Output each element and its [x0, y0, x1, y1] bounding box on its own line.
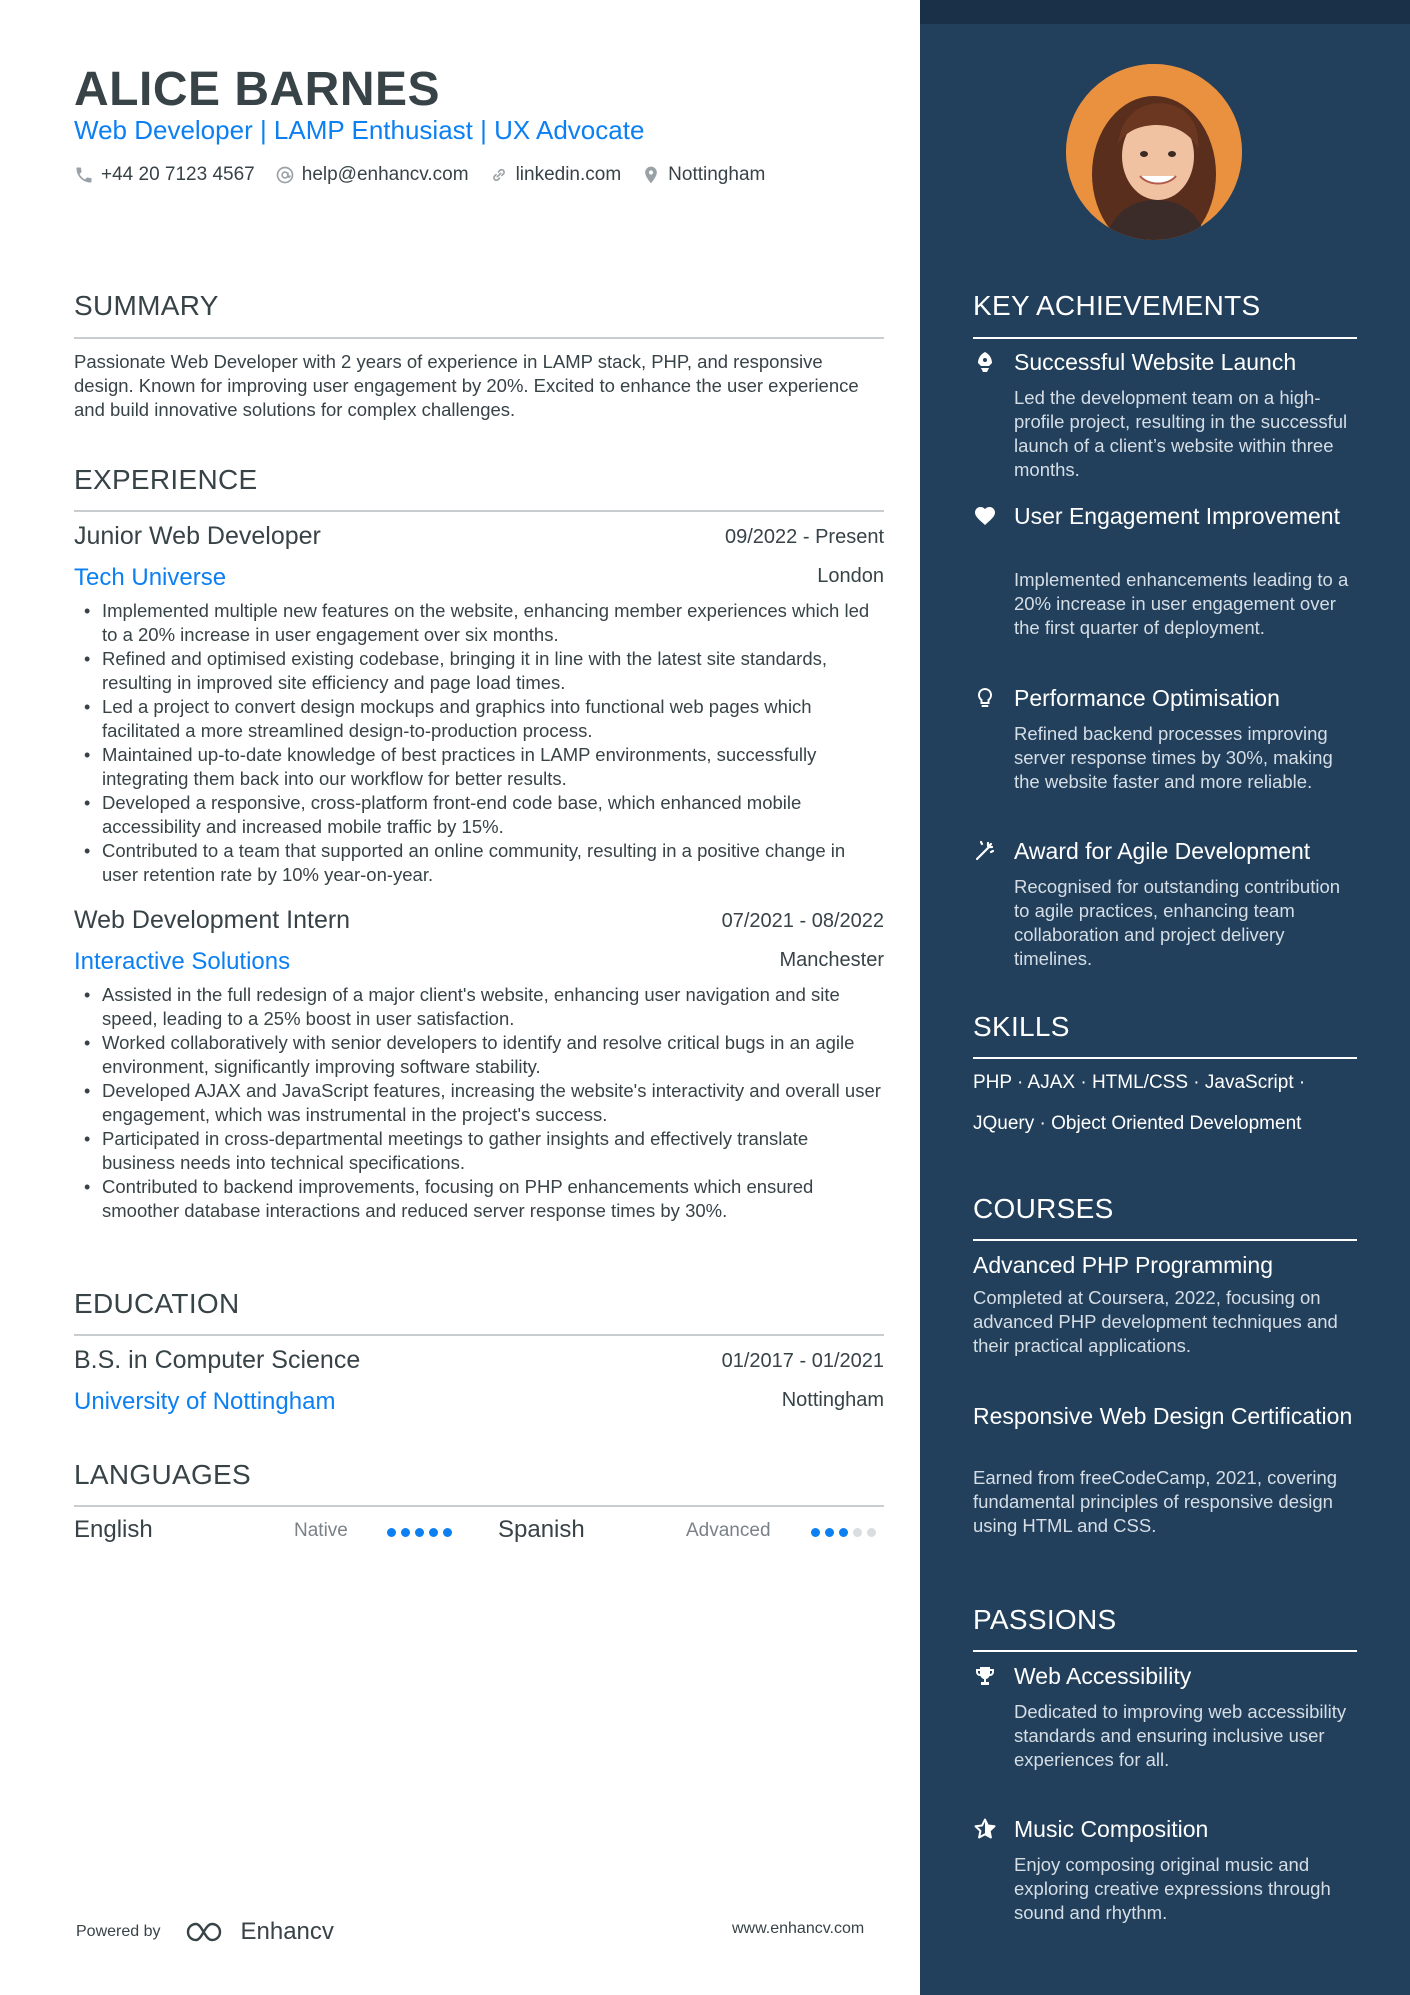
achievement-title: User Engagement Improvement	[1014, 503, 1340, 529]
contact-location	[641, 164, 765, 186]
experience-heading: EXPERIENCE	[74, 464, 258, 495]
achievement-title: Successful Website Launch	[1014, 349, 1297, 375]
list-item: • Participated in cross-departmental meetings to gather insights and effectively translate business needs into technical specifications.	[74, 1127, 884, 1175]
skills-divider	[973, 1057, 1357, 1059]
course-title: Responsive Web Design Certification	[973, 1403, 1353, 1429]
job-dates: 09/2022 - Present	[725, 526, 884, 548]
rocket-icon	[973, 350, 997, 374]
contact-linkedin[interactable]	[489, 164, 622, 186]
contact-location-text: Nottingham	[668, 164, 766, 185]
contact-email[interactable]	[275, 164, 469, 186]
at-icon	[275, 165, 295, 185]
rating-dot-filled	[839, 1528, 848, 1537]
skills-list	[973, 1062, 1357, 1144]
contact-bar	[74, 164, 765, 186]
contact-email-text: help@enhancv.com	[301, 164, 469, 185]
trophy-icon	[973, 1664, 997, 1688]
enhancv-logo-icon	[185, 1920, 231, 1944]
language-level: Advanced	[686, 1520, 771, 1541]
passions-heading: PASSIONS	[973, 1604, 1117, 1635]
course-desc: Earned from freeCodeCamp, 2021, covering fundamental principles of responsive design using HTML and CSS.	[973, 1467, 1338, 1536]
job-bullets	[74, 983, 884, 1223]
magic-wand-icon	[973, 839, 997, 863]
rating-dot-filled	[387, 1528, 396, 1537]
candidate-name: ALICE BARNES	[74, 63, 441, 116]
rating-dot-filled	[825, 1528, 834, 1537]
list-item: • Led a project to convert design mockups and graphics into functional web pages which facilitated a more streamlined design-to-production process.	[74, 695, 884, 743]
passion-title: Music Composition	[1014, 1816, 1209, 1842]
rating-dot-filled	[401, 1528, 410, 1537]
languages-row	[74, 1516, 884, 1546]
job-location: London	[817, 565, 884, 587]
list-item: • Contributed to backend improvements, focusing on PHP enhancements which ensured smoother database interactions and reduced server response times by 30%.	[74, 1175, 884, 1223]
rating-dot-empty	[853, 1528, 862, 1537]
avatar-portrait	[1066, 64, 1242, 240]
experience-divider	[74, 510, 884, 512]
rating-dot-empty	[867, 1528, 876, 1537]
summary-divider	[74, 337, 884, 339]
rating-dot-filled	[811, 1528, 820, 1537]
star-icon	[973, 1817, 997, 1841]
list-item: • Assisted in the full redesign of a major client's website, enhancing user navigation and site speed, leading to a 25% boost in user satisfaction.	[74, 983, 884, 1031]
languages-divider	[74, 1505, 884, 1507]
avatar	[1066, 64, 1242, 240]
list-item: • Developed a responsive, cross-platform front-end code base, which enhanced mobile accessibility and increased mobile traffic by 15%.	[74, 791, 884, 839]
phone-icon	[74, 165, 94, 185]
list-item: • Developed AJAX and JavaScript features, increasing the website's interactivity and overall user engagement, which was instrumental in the project's success.	[74, 1079, 884, 1127]
courses-heading: COURSES	[973, 1193, 1114, 1224]
education-heading: EDUCATION	[74, 1288, 240, 1319]
passion-desc: Dedicated to improving web accessibility standards and ensuring inclusive user experiences for all.	[1014, 1701, 1347, 1770]
languages-heading: LANGUAGES	[74, 1459, 251, 1490]
course-title: Advanced PHP Programming	[973, 1252, 1273, 1278]
job-company: Interactive Solutions	[74, 948, 291, 975]
language-rating	[387, 1528, 452, 1537]
rating-dot-filled	[443, 1528, 452, 1537]
footer-powered	[76, 1918, 334, 1946]
passion-title: Web Accessibility	[1014, 1663, 1192, 1689]
rating-dot-filled	[429, 1528, 438, 1537]
job-dates: 07/2021 - 08/2022	[721, 910, 884, 932]
education-school: University of Nottingham	[74, 1388, 336, 1415]
education-dates: 01/2017 - 01/2021	[721, 1350, 884, 1372]
candidate-title: Web Developer | LAMP Enthusiast | UX Advocate	[74, 115, 645, 145]
rating-dot-filled	[415, 1528, 424, 1537]
achievements-divider	[973, 337, 1357, 339]
achievement-desc: Recognised for outstanding contribution to agile practices, enhancing team collaboration and project delivery timelines.	[1014, 876, 1341, 969]
course-desc: Completed at Coursera, 2022, focusing on advanced PHP development techniques and their practical applications.	[973, 1287, 1338, 1356]
contact-phone[interactable]	[74, 164, 255, 186]
courses-divider	[973, 1239, 1357, 1241]
list-item: • Implemented multiple new features on the website, enhancing member experiences which led to a 20% increase in user engagement over six months.	[74, 599, 884, 647]
passions-divider	[973, 1650, 1357, 1652]
contact-phone-text: +44 20 7123 4567	[101, 164, 255, 185]
language-level: Native	[294, 1520, 348, 1541]
contact-linkedin-text: linkedin.com	[515, 164, 622, 185]
achievement-title: Award for Agile Development	[1014, 838, 1311, 864]
skills-heading: SKILLS	[973, 1011, 1070, 1042]
powered-by-label: Powered by	[76, 1923, 161, 1940]
education-degree: B.S. in Computer Science	[74, 1346, 361, 1374]
location-icon	[641, 165, 661, 185]
passion-desc: Enjoy composing original music and exploring creative expressions through sound and rhythm.	[1014, 1854, 1331, 1923]
summary-text: Passionate Web Developer with 2 years of experience in LAMP stack, PHP, and responsive design. Known for improving user engagement by 20%. Excited to enhance the user experience and build innovative solutions for complex challenges.	[74, 351, 859, 420]
achievement-desc: Implemented enhancements leading to a 20% increase in user engagement over the first quarter of deployment.	[1014, 569, 1349, 638]
list-item: • Contributed to a team that supported an online community, resulting in a positive change in user retention rate by 10% year-on-year.	[74, 839, 884, 887]
job-bullets	[74, 599, 884, 887]
list-item: • Worked collaboratively with senior developers to identify and resolve critical bugs in an agile environment, significantly improving software stability.	[74, 1031, 884, 1079]
achievements-heading: KEY ACHIEVEMENTS	[973, 290, 1261, 321]
language-rating	[811, 1528, 876, 1537]
skills-line: JQuery · Object Oriented Development	[973, 1113, 1302, 1134]
education-location: Nottingham	[781, 1389, 884, 1411]
link-icon	[489, 165, 509, 185]
sidebar-top-band	[920, 0, 1410, 24]
list-item: • Refined and optimised existing codebase, bringing it in line with the latest site standards, resulting in improved site efficiency and page load times.	[74, 647, 884, 695]
job-role: Web Development Intern	[74, 906, 351, 934]
heart-icon	[973, 504, 997, 528]
job-role: Junior Web Developer	[74, 522, 321, 550]
job-company: Tech Universe	[74, 564, 227, 591]
achievement-desc: Refined backend processes improving server response times by 30%, making the website faster and more reliable.	[1014, 723, 1333, 792]
job-location: Manchester	[779, 949, 884, 971]
language-name: Spanish	[498, 1516, 585, 1543]
brand-logo[interactable]	[185, 1918, 334, 1946]
brand-name: Enhancv	[240, 1918, 334, 1945]
achievement-desc: Led the development team on a high-profile project, resulting in the successful launch of a client’s website within three months.	[1014, 387, 1348, 480]
list-item: • Maintained up-to-date knowledge of best practices in LAMP environments, successfully integrating them back into our workflow for better results.	[74, 743, 884, 791]
skills-line: PHP · AJAX · HTML/CSS · JavaScript ·	[973, 1072, 1306, 1093]
summary-heading: SUMMARY	[74, 290, 219, 321]
footer-url[interactable]: www.enhancv.com	[732, 1920, 865, 1937]
lightbulb-icon	[973, 686, 997, 710]
language-name: English	[74, 1516, 153, 1543]
sidebar	[920, 0, 1410, 1995]
achievement-title: Performance Optimisation	[1014, 685, 1280, 711]
education-divider	[74, 1334, 884, 1336]
